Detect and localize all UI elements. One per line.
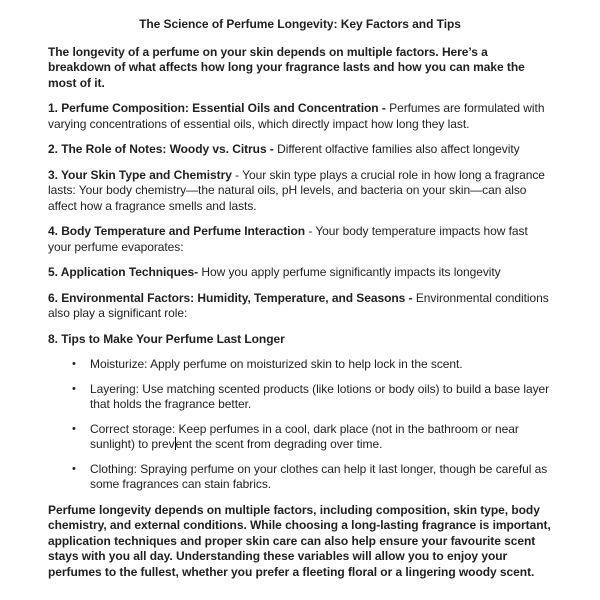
conclusion-paragraph: Perfume longevity depends on multiple factors, including composition, skin type, body chemistry, and external conditions. While choosing a long-lasting fragrance is important, application techniques and proper skin care can also help ensure your favourite scent stays with you all day. Understanding these variables will allow you to enjoy your perfumes to the fullest, whether you prefer a fleeting floral or a lingering woody scent. — [48, 502, 551, 579]
tip-text-before-caret: Correct storage: Keep perfumes in a cool, dark place (not in the bathroom or near sunlight) to prev — [90, 421, 519, 451]
section-heading: 5. Application Techniques- — [48, 265, 199, 279]
tip-item — [72, 422, 552, 453]
section-body: - Your skin type plays a crucial role in how long a fragrance lasts: Your body chemistry—the natural oils, pH levels, and bacteria on your skin—can also affect how a fragrance smells and lasts. — [48, 167, 545, 213]
section-body: Different olfactive families also affect longevity — [273, 142, 520, 156]
tips-list — [48, 357, 552, 493]
tip-item — [72, 382, 552, 413]
tip-text — [90, 422, 552, 453]
tip-text: Moisturize: Apply perfume on moisturized skin to help lock in the scent. — [90, 357, 463, 371]
section-body: How you apply perfume significantly impacts its longevity — [198, 265, 501, 279]
bullet-icon: • — [72, 358, 76, 370]
tip-text: Layering: Use matching scented products (like lotions or body oils) to build a base layer that holds the fragrance better. — [90, 381, 550, 411]
section-heading: 2. The Role of Notes: Woody vs. Citrus - — [48, 142, 274, 156]
tip-item — [72, 357, 552, 373]
section-paragraph-5 — [48, 265, 552, 281]
section-paragraph-1 — [48, 101, 552, 132]
section-heading: 4. Body Temperature and Perfume Interaction — [48, 224, 306, 238]
section-paragraph-3 — [48, 168, 552, 215]
section-paragraph-2 — [48, 142, 552, 158]
tip-text-after-caret: ent the scent from degrading over time. — [175, 437, 383, 451]
bullet-icon: • — [72, 462, 76, 475]
section-heading: 1. Perfume Composition: Essential Oils and Concentration - — [48, 101, 386, 115]
doc-title: The Science of Perfume Longevity: Key Factors and Tips — [139, 17, 461, 31]
section-body: Environmental conditions also play a significant role: — [48, 290, 549, 320]
section-body: - Your body temperature impacts how fast your perfume evaporates: — [48, 224, 528, 254]
intro-paragraph: The longevity of a perfume on your skin depends on multiple factors. Here’s a breakdown of what affects how long your fragrance lasts and how you can make the most of it. — [48, 44, 525, 90]
section-paragraph-4 — [48, 224, 552, 255]
bullet-icon: • — [72, 422, 76, 435]
section-paragraph-6 — [48, 291, 552, 322]
tip-item — [72, 462, 552, 493]
bullet-icon: • — [72, 382, 76, 395]
tips-heading: 8. Tips to Make Your Perfume Last Longer — [48, 331, 285, 346]
section-heading: 6. Environmental Factors: Humidity, Temperature, and Seasons - — [48, 290, 413, 305]
tip-text: Clothing: Spraying perfume on your clothes can help it last longer, though be careful as some fragrances can stain fabrics. — [90, 461, 548, 491]
section-body: Perfumes are formulated with varying concentrations of essential oils, which directly impact how long they last. — [48, 101, 545, 131]
section-heading: 3. Your Skin Type and Chemistry — [48, 167, 232, 182]
